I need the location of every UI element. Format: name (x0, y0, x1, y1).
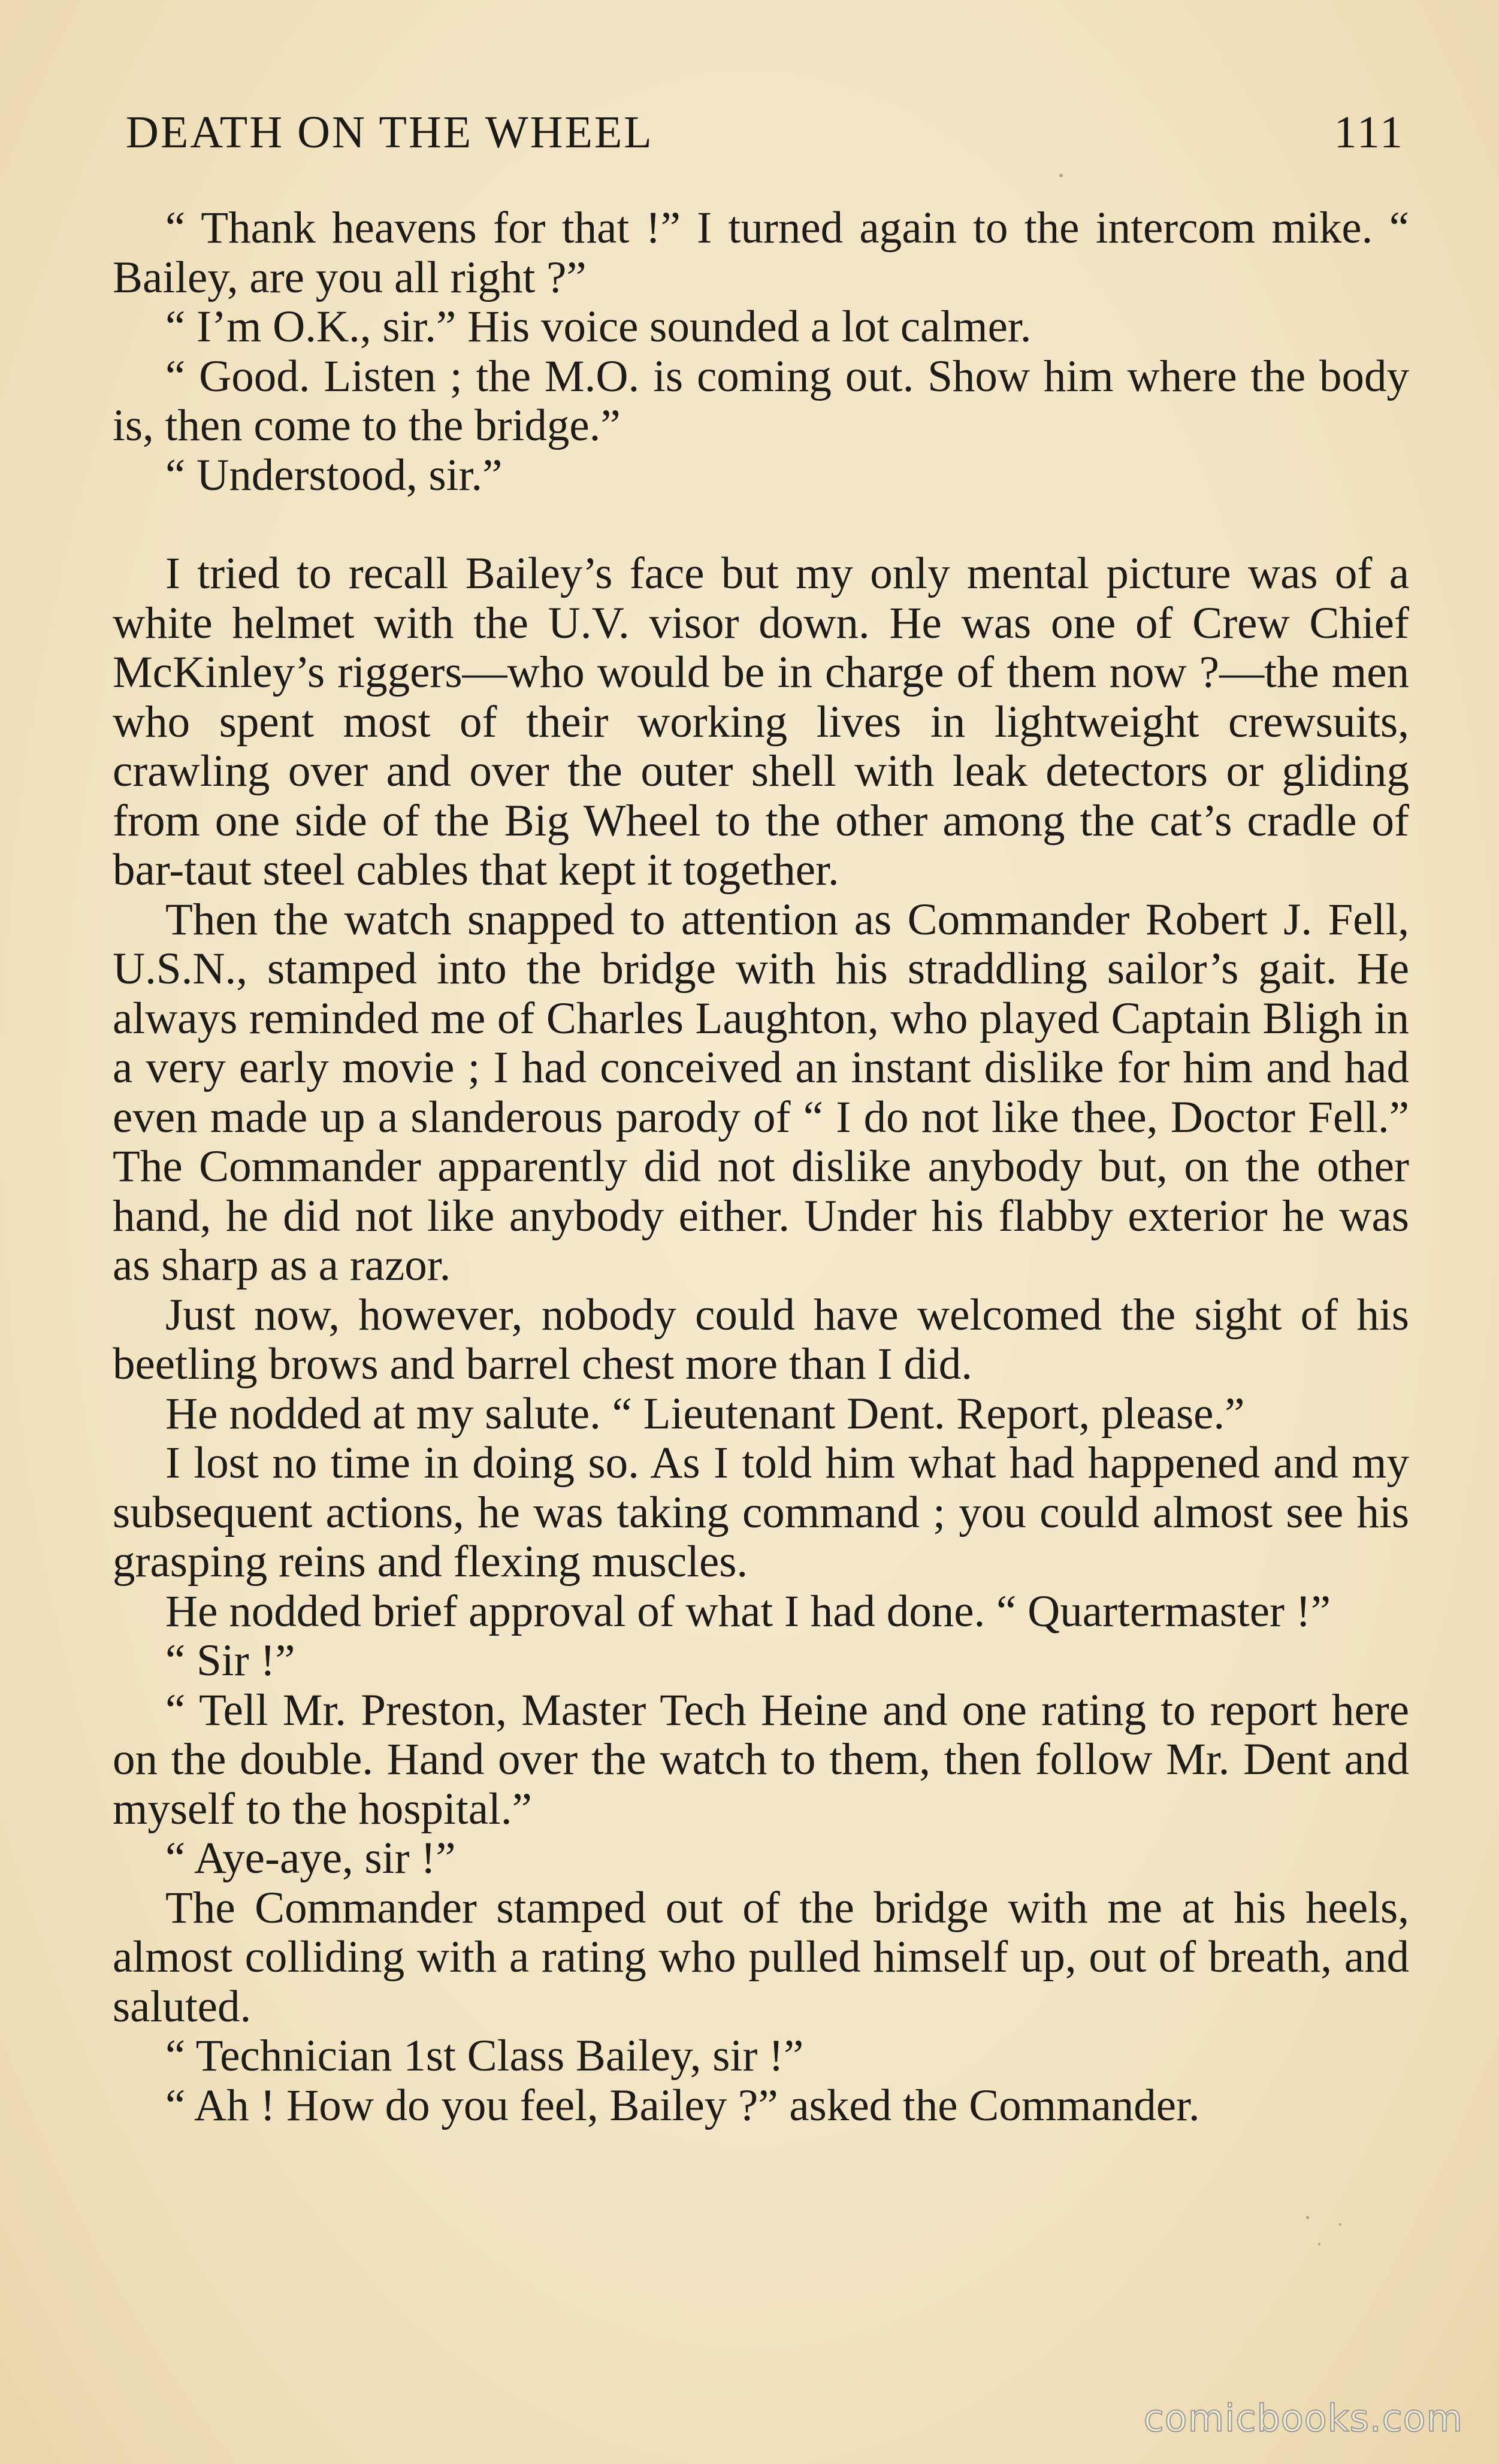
paragraph: “ Tell Mr. Preston, Master Tech Heine and one rating to report here on the double. Hand over the watch to them, then follow Mr. Dent and myself to the hospital.” (113, 1685, 1409, 1834)
paragraph: He nodded at my salute. “ Lieutenant Dent. Report, please.” (165, 1388, 1245, 1439)
paragraph: “ Thank heavens for that !” I turned again to the intercom mike. “ Bailey, are you all right ?” (113, 203, 1409, 302)
page-body (113, 204, 1409, 2130)
paragraph: “ I’m O.K., sir.” His voice sounded a lot calmer. (165, 302, 1032, 352)
paragraph: I lost no time in doing so. As I told him what had happened and my subsequent actions, he was taking command ; you could almost see his grasping reins and flexing muscles. (113, 1438, 1409, 1587)
paragraph: “ Good. Listen ; the M.O. is coming out. Show him where the body is, then come to the bridge.” (113, 351, 1409, 450)
paragraph: I tried to recall Bailey’s face but my only mental picture was of a white helmet with the U.V. visor down. He was one of Crew Chief McKinley’s riggers—who would be in charge of them now ?—the men who spent most of their working lives in lightweight crewsuits, crawling over and over the outer shell with leak detectors or gliding from one side of the Big Wheel to the other among the cat’s cradle of bar-taut steel cables that kept it together. (113, 549, 1409, 895)
page-number: 111 (1334, 107, 1404, 158)
paragraph: Then the watch snapped to attention as Commander Robert J. Fell, U.S.N., stamped into the bridge with his straddling sailor’s gait. He always reminded me of Charles Laughton, who played Captain Bligh in a very early movie ; I had conceived an instant dislike for him and had even made up a slanderous parody of “ I do not like thee, Doctor Fell.” The Commander apparently did not dislike anybody but, on the other hand, he did not like anybody either. Under his flabby exterior he was as sharp as a razor. (113, 894, 1409, 1290)
paragraph: He nodded brief approval of what I had done. “ Quartermaster !” (165, 1586, 1331, 1636)
paper-speck (1339, 2223, 1341, 2226)
paper-speck (1306, 2216, 1309, 2219)
paper-speck (1059, 174, 1063, 177)
paper-speck (1318, 2243, 1320, 2245)
paragraph: “ Understood, sir.” (165, 450, 503, 500)
paragraph: The Commander stamped out of the bridge with me at his heels, almost colliding with a rating who pulled himself up, out of breath, and saluted. (113, 1882, 1409, 2032)
paragraph: Just now, however, nobody could have welcomed the sight of his beetling brows and barrel chest more than I did. (113, 1289, 1409, 1389)
paragraph: “ Sir !” (165, 1636, 295, 1685)
running-header (126, 107, 1404, 167)
watermark: comicbooks.com (1143, 2396, 1463, 2440)
paragraph: “ Technician 1st Class Bailey, sir !” (165, 2031, 804, 2081)
paragraph: “ Aye-aye, sir !” (165, 1833, 456, 1883)
running-title: DEATH ON THE WHEEL (126, 107, 654, 158)
paragraph: “ Ah ! How do you feel, Bailey ?” asked the Commander. (165, 2080, 1200, 2130)
